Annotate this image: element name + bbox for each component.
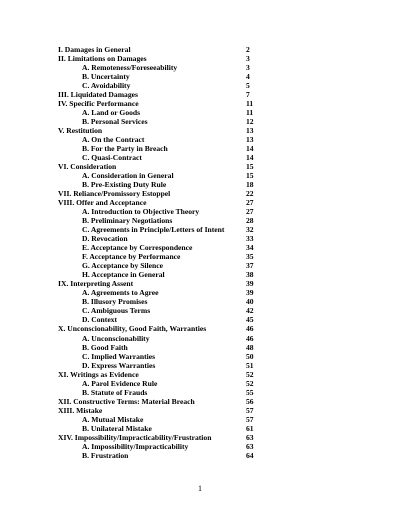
toc-entry-label: G. Acceptance by Silence (82, 261, 163, 271)
toc-section-row (58, 324, 308, 333)
toc-entry-label: F. Acceptance by Performance (82, 252, 181, 262)
toc-entry-page: 3 (246, 63, 250, 73)
toc-entry-page: 48 (246, 342, 254, 352)
toc-subsection-row (58, 234, 308, 243)
toc-entry-label: A. Parol Evidence Rule (82, 378, 158, 388)
toc-entry-page: 37 (246, 261, 254, 271)
toc-section-row (58, 189, 308, 198)
toc-entry-page: 12 (246, 117, 254, 127)
toc-entry-page: 27 (246, 207, 254, 217)
toc-entry-label: B. Pre-Existing Duty Rule (82, 180, 167, 190)
toc-entry-page: 3 (246, 54, 250, 64)
toc-entry-label: B. Frustration (82, 450, 129, 460)
toc-section-row (58, 162, 308, 171)
toc-entry-label: B. Uncertainty (82, 72, 130, 82)
toc-entry-label: XIII. Mistake (58, 405, 103, 415)
toc-entry-page: 13 (246, 135, 254, 145)
toc-entry-page: 50 (246, 351, 254, 361)
toc-entry-page: 5 (246, 81, 250, 91)
toc-entry-label: VI. Consideration (58, 162, 117, 172)
toc-entry-label: A. Mutual Mistake (82, 414, 144, 424)
toc-entry-page: 64 (246, 450, 254, 460)
toc-subsection-row (58, 343, 308, 352)
toc-section-row (58, 397, 308, 406)
toc-entry-label: XII. Constructive Terms: Material Breach (58, 396, 195, 406)
toc-entry-page: 22 (246, 189, 254, 199)
toc-entry-label: A. Agreements to Agree (82, 288, 159, 298)
toc-entry-label: C. Implied Warranties (82, 351, 156, 361)
toc-entry-page: 52 (246, 369, 254, 379)
toc-entry-label: B. Unilateral Mistake (82, 423, 152, 433)
toc-entry-label: B. Preliminary Negotiations (82, 216, 173, 226)
toc-subsection-row (58, 225, 308, 234)
toc-subsection-row (58, 261, 308, 270)
toc-subsection-row (58, 135, 308, 144)
toc-entry-label: C. Ambiguous Terms (82, 306, 151, 316)
toc-entry-label: XI. Writings as Evidence (58, 369, 139, 379)
toc-subsection-row (58, 81, 308, 90)
toc-entry-label: D. Express Warranties (82, 360, 156, 370)
toc-entry-page: 39 (246, 288, 254, 298)
toc-section-row (58, 370, 308, 379)
toc-entry-page: 28 (246, 216, 254, 226)
toc-entry-label: VIII. Offer and Acceptance (58, 198, 147, 208)
toc-entry-page: 11 (246, 99, 254, 109)
toc-entry-label: II. Limitations on Damages (58, 54, 147, 64)
toc-entry-page: 15 (246, 171, 254, 181)
toc-subsection-row (58, 288, 308, 297)
toc-entry-page: 27 (246, 198, 254, 208)
toc-section-row (58, 45, 308, 54)
toc-subsection-row (58, 361, 308, 370)
toc-subsection-row (58, 352, 308, 361)
toc-entry-page: 14 (246, 153, 254, 163)
toc-entry-page: 51 (246, 360, 254, 370)
toc-entry-label: A. Unconscionability (82, 333, 150, 343)
toc-entry-page: 38 (246, 270, 254, 280)
toc-entry-label: A. Land or Goods (82, 108, 141, 118)
toc-entry-page: 4 (246, 72, 250, 82)
toc-entry-page: 11 (246, 108, 254, 118)
toc-subsection-row (58, 216, 308, 225)
toc-entry-label: E. Acceptance by Correspondence (82, 243, 193, 253)
toc-entry-page: 46 (246, 333, 254, 343)
toc-entry-label: B. Illusory Promises (82, 297, 148, 307)
toc-entry-label: IV. Specific Performance (58, 99, 139, 109)
toc-entry-label: B. Personal Services (82, 117, 148, 127)
toc-entry-label: A. Consideration in General (82, 171, 174, 181)
toc-subsection-row (58, 451, 308, 460)
toc-subsection-row (58, 306, 308, 315)
toc-subsection-row (58, 243, 308, 252)
toc-entry-label: III. Liquidated Damages (58, 90, 138, 100)
toc-entry-label: D. Revocation (82, 234, 128, 244)
toc-entry-label: C. Avoidability (82, 81, 131, 91)
toc-entry-label: A. Impossibility/Impracticability (82, 441, 189, 451)
toc-entry-page: 40 (246, 297, 254, 307)
toc-entry-label: B. For the Party in Breach (82, 144, 168, 154)
toc-entry-label: A. On the Contract (82, 135, 145, 145)
toc-entry-label: H. Acceptance in General (82, 270, 165, 280)
toc-section-row (58, 279, 308, 288)
toc-entry-label: I. Damages in General (58, 45, 131, 54)
toc-subsection-row (58, 180, 308, 189)
toc-entry-page: 57 (246, 414, 254, 424)
toc-entry-label: A. Introduction to Objective Theory (82, 207, 200, 217)
table-of-contents (58, 45, 308, 460)
toc-section-row (58, 90, 308, 99)
toc-entry-label: B. Good Faith (82, 342, 128, 352)
toc-entry-label: B. Statute of Frauds (82, 387, 148, 397)
toc-entry-page: 34 (246, 243, 254, 253)
toc-entry-page: 42 (246, 306, 254, 316)
toc-entry-page: 55 (246, 387, 254, 397)
toc-entry-page: 63 (246, 432, 254, 442)
toc-entry-label: IX. Interpreting Assent (58, 279, 134, 289)
toc-entry-page: 56 (246, 396, 254, 406)
toc-subsection-row (58, 379, 308, 388)
toc-subsection-row (58, 334, 308, 343)
toc-entry-label: VII. Reliance/Promissory Estoppel (58, 189, 171, 199)
toc-entry-page: 18 (246, 180, 254, 190)
toc-entry-label: A. Remoteness/Foreseeability (82, 63, 178, 73)
toc-entry-page: 7 (246, 90, 250, 100)
toc-subsection-row (58, 270, 308, 279)
toc-entry-page: 61 (246, 423, 254, 433)
toc-entry-page: 13 (246, 126, 254, 136)
toc-entry-page: 52 (246, 378, 254, 388)
toc-entry-page: 45 (246, 315, 254, 325)
toc-entry-page: 32 (246, 225, 254, 235)
toc-subsection-row (58, 442, 308, 451)
toc-entry-label: X. Unconscionability, Good Faith, Warranties (58, 324, 207, 334)
toc-entry-label: D. Context (82, 315, 118, 325)
toc-section-row (58, 126, 308, 135)
toc-entry-page: 57 (246, 405, 254, 415)
toc-entry-page: 63 (246, 441, 254, 451)
toc-subsection-row (58, 72, 308, 81)
toc-entry-page: 46 (246, 324, 254, 334)
toc-subsection-row (58, 117, 308, 126)
toc-subsection-row (58, 315, 308, 324)
toc-subsection-row (58, 207, 308, 216)
page-number: 1 (198, 484, 202, 493)
toc-entry-page: 15 (246, 162, 254, 172)
toc-entry-page: 2 (246, 45, 250, 54)
toc-subsection-row (58, 153, 308, 162)
toc-section-row (58, 99, 308, 108)
toc-subsection-row (58, 171, 308, 180)
toc-entry-label: XIV. Impossibility/Impracticability/Frustration (58, 432, 212, 442)
toc-subsection-row (58, 388, 308, 397)
toc-subsection-row (58, 297, 308, 306)
toc-section-row (58, 198, 308, 207)
toc-entry-page: 35 (246, 252, 254, 262)
toc-entry-page: 33 (246, 234, 254, 244)
toc-entry-label: C. Agreements in Principle/Letters of Intent (82, 225, 225, 235)
toc-section-row (58, 54, 308, 63)
toc-subsection-row (58, 415, 308, 424)
toc-entry-label: C. Quasi-Contract (82, 153, 142, 163)
toc-subsection-row (58, 144, 308, 153)
toc-section-row (58, 433, 308, 442)
toc-entry-label: V. Restitution (58, 126, 103, 136)
toc-section-row (58, 406, 308, 415)
toc-entry-page: 39 (246, 279, 254, 289)
toc-entry-page: 14 (246, 144, 254, 154)
toc-subsection-row (58, 424, 308, 433)
toc-subsection-row (58, 108, 308, 117)
toc-subsection-row (58, 63, 308, 72)
toc-subsection-row (58, 252, 308, 261)
